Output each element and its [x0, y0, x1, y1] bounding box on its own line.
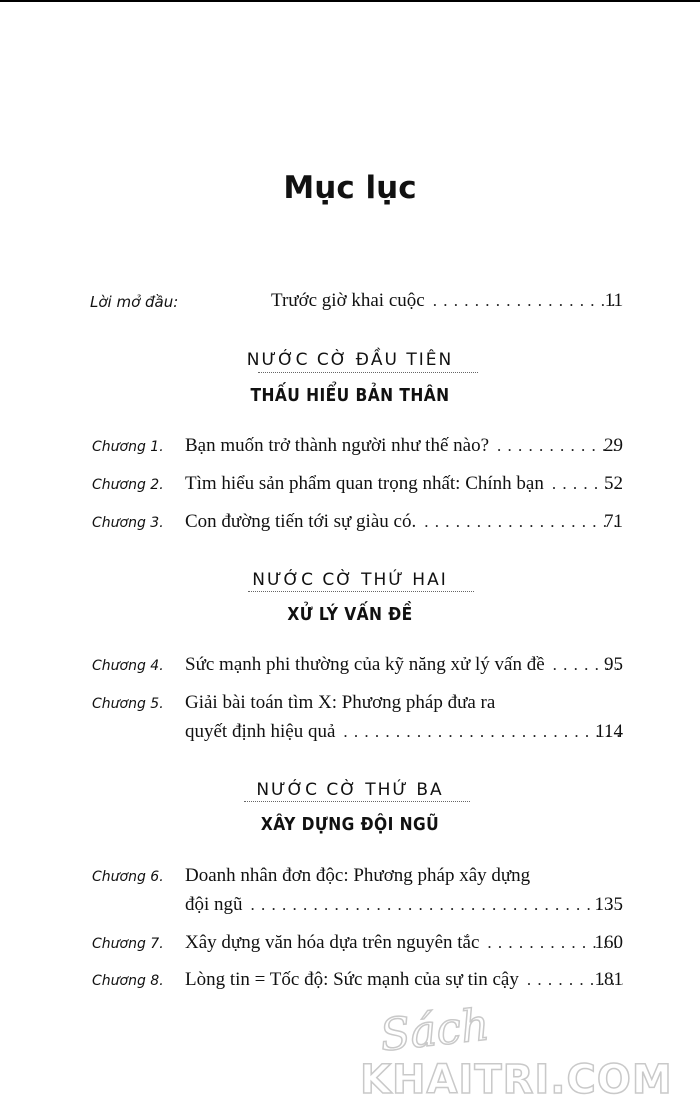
part-2-divider — [248, 591, 474, 592]
part-3-divider — [244, 801, 470, 802]
dot-leader — [489, 436, 623, 456]
toc-entry-chapter-2[interactable] — [0, 473, 700, 503]
chapter-label: Chương 5. — [92, 696, 164, 712]
chapter-label: Chương 1. — [92, 439, 164, 455]
dot-leader — [335, 722, 623, 742]
toc-entry-chapter-6-cont[interactable] — [0, 894, 700, 924]
page-title: Mục lục — [283, 170, 417, 206]
part-1-divider — [258, 372, 478, 373]
part-2-label: NƯỚC CỜ THỨ HAI — [252, 570, 448, 590]
intro-title: Trước giờ khai cuộc — [271, 290, 425, 311]
chapter-title-line-2: đội ngũ — [185, 894, 243, 915]
part-3-label: NƯỚC CỜ THỨ BA — [256, 780, 444, 800]
chapter-label: Chương 6. — [92, 869, 164, 885]
toc-entry-chapter-8[interactable] — [0, 969, 700, 999]
chapter-page: 181 — [594, 969, 623, 990]
watermark-script: Sách — [377, 999, 492, 1062]
top-border — [0, 0, 700, 2]
toc-entry-chapter-4[interactable] — [0, 654, 700, 684]
chapter-label: Chương 4. — [92, 658, 164, 674]
watermark-text: KHAITRI.COM — [360, 1057, 673, 1103]
chapter-title: Bạn muốn trở thành người như thế nào? — [185, 435, 489, 456]
toc-entry-chapter-3[interactable] — [0, 511, 700, 541]
intro-page: 11 — [604, 290, 623, 311]
toc-entry-intro[interactable] — [0, 290, 700, 320]
intro-label: Lời mở đầu: — [90, 293, 179, 311]
chapter-page: 135 — [594, 894, 623, 915]
toc-entry-chapter-5-cont[interactable] — [0, 721, 700, 751]
dot-leader — [243, 895, 623, 915]
chapter-label: Chương 8. — [92, 973, 164, 989]
watermark-logo — [360, 999, 690, 1115]
dot-leader — [425, 291, 623, 311]
chapter-page: 29 — [604, 435, 623, 456]
part-1-label: NƯỚC CỜ ĐẦU TIÊN — [246, 350, 454, 370]
chapter-title-line-1: Giải bài toán tìm X: Phương pháp đưa ra — [185, 692, 496, 713]
chapter-title: Sức mạnh phi thường của kỹ năng xử lý vấn đề — [185, 654, 545, 675]
chapter-title: Tìm hiểu sản phẩm quan trọng nhất: Chính bạn — [185, 473, 544, 494]
chapter-title: Xây dựng văn hóa dựa trên nguyên tắc — [185, 932, 480, 953]
chapter-title: Con đường tiến tới sự giàu có. — [185, 511, 417, 532]
chapter-page: 95 — [604, 654, 623, 675]
chapter-page: 114 — [595, 721, 623, 742]
toc-entry-chapter-1[interactable] — [0, 435, 700, 465]
chapter-page: 52 — [604, 473, 623, 494]
dot-leader — [416, 512, 623, 532]
chapter-label: Chương 7. — [92, 936, 164, 952]
toc-entry-chapter-6[interactable] — [0, 865, 700, 895]
part-2-title: XỬ LÝ VẤN ĐỀ — [287, 604, 413, 625]
chapter-title-line-2: quyết định hiệu quả — [185, 721, 336, 742]
toc-entry-chapter-7[interactable] — [0, 932, 700, 962]
chapter-title-line-1: Doanh nhân đơn độc: Phương pháp xây dựng — [185, 865, 531, 886]
chapter-page: 160 — [594, 932, 623, 953]
part-1-title: THẤU HIỂU BẢN THÂN — [250, 385, 450, 406]
part-3-title: XÂY DỰNG ĐỘI NGŨ — [260, 814, 440, 835]
chapter-label: Chương 2. — [92, 477, 164, 493]
toc-entry-chapter-5[interactable] — [0, 692, 700, 722]
chapter-title: Lòng tin = Tốc độ: Sức mạnh của sự tin cậy — [185, 969, 519, 990]
chapter-page: 71 — [604, 511, 623, 532]
chapter-label: Chương 3. — [92, 515, 164, 531]
